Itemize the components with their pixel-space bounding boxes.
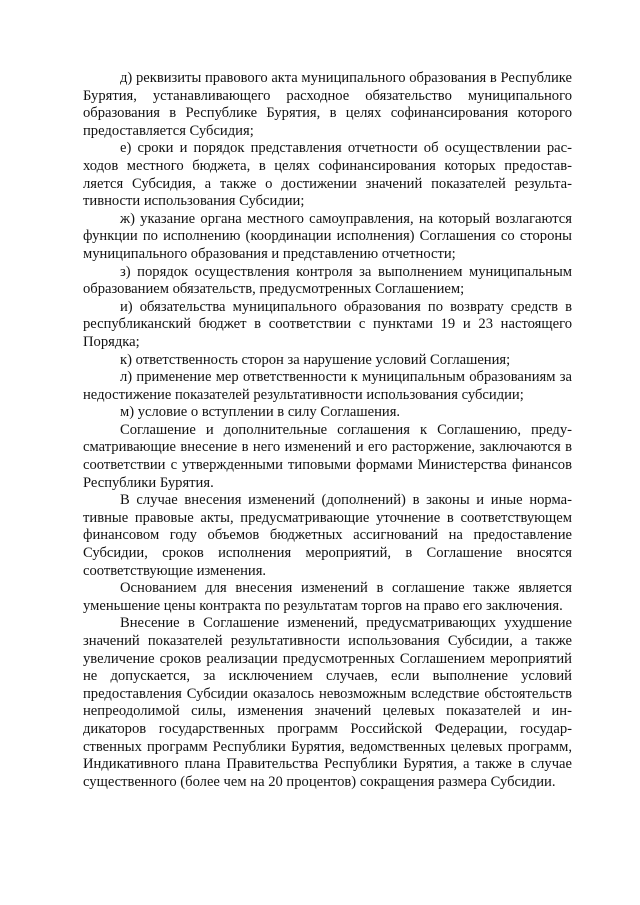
paragraph-m: м) условие о вступлении в силу Соглашения. [120, 404, 401, 421]
paragraph-agreement-forms: Соглашение и дополнительные соглашения к Соглашению, предусматривающие внесение в него изменений и его расторжение, заключаются в соответствии с утвержденными типовыми формами Министерства финансов Республики Бурятия. [83, 421, 572, 491]
paragraph-amendment-restrictions: Внесение в Соглашение изменений, предусматривающих ухудшение значений показателей результативности использования Субсидии, а также увеличение сроков реализации предусмотренных Соглашением мероприятий не допускается, за исключением случаев, если выполнение условий предоставления Субсидии оказалось невозможным вследствие обстоятельств непреодолимой силы, изменения значений целевых показателей и индикаторов государственных программ Российской Федерации, государственных программ Республики Бурятия, ведомственных целевых программ, Индикативного плана Правительства Республики Бурятия, а также в случае существенного (более чем на 20 процентов) сокращения размера Субсидии. [83, 615, 572, 790]
paragraph-z: з) порядок осуществления контроля за выполнением муниципальным образованием обязательств, предусмотренных Соглашением; [83, 263, 572, 298]
document-page [83, 70, 572, 791]
paragraph-l: л) применение мер ответственности к муниципальным образованиям за недостижение показателей результативности использования субсидии; [83, 369, 572, 403]
paragraph-k: к) ответственность сторон за нарушение условий Соглашения; [120, 351, 511, 368]
paragraph-e: е) сроки и порядок представления отчетности об осуществлении расходов местного бюджета, в целях софинансирования которых предоставляется Субсидия, а также о достижении значений показателей результативности использования Субсидии; [83, 140, 572, 210]
paragraph-law-changes: В случае внесения изменений (дополнений) в законы и иные нормативные правовые акты, предусматривающие уточнение в соответствующем финансовом году объемов бюджетных ассигнований на предоставление Субсидии, сроков исполнения мероприятий, в Соглашение вносятся соответствующие изменения. [83, 492, 572, 579]
paragraph-i: и) обязательства муниципального образования по возврату средств в республиканский бюджет в соответствии с пунктами 19 и 23 настоящего Порядка; [83, 298, 572, 350]
paragraph-zh: ж) указание органа местного самоуправления, на который возлагаются функции по исполнению (координации исполнения) Соглашения со стороны муниципального образования и представлению отчетности; [83, 210, 572, 262]
paragraph-d: д) реквизиты правового акта муниципального образования в Республике Бурятия, устанавливающего расходное обязательство муниципального образования в Республике Бурятия, в целях софинансирования которого предоставляется Субсидия; [83, 70, 572, 139]
paragraph-contract-price: Основанием для внесения изменений в соглашение также является уменьшение цены контракта по результатам торгов на право его заключения. [83, 580, 572, 614]
